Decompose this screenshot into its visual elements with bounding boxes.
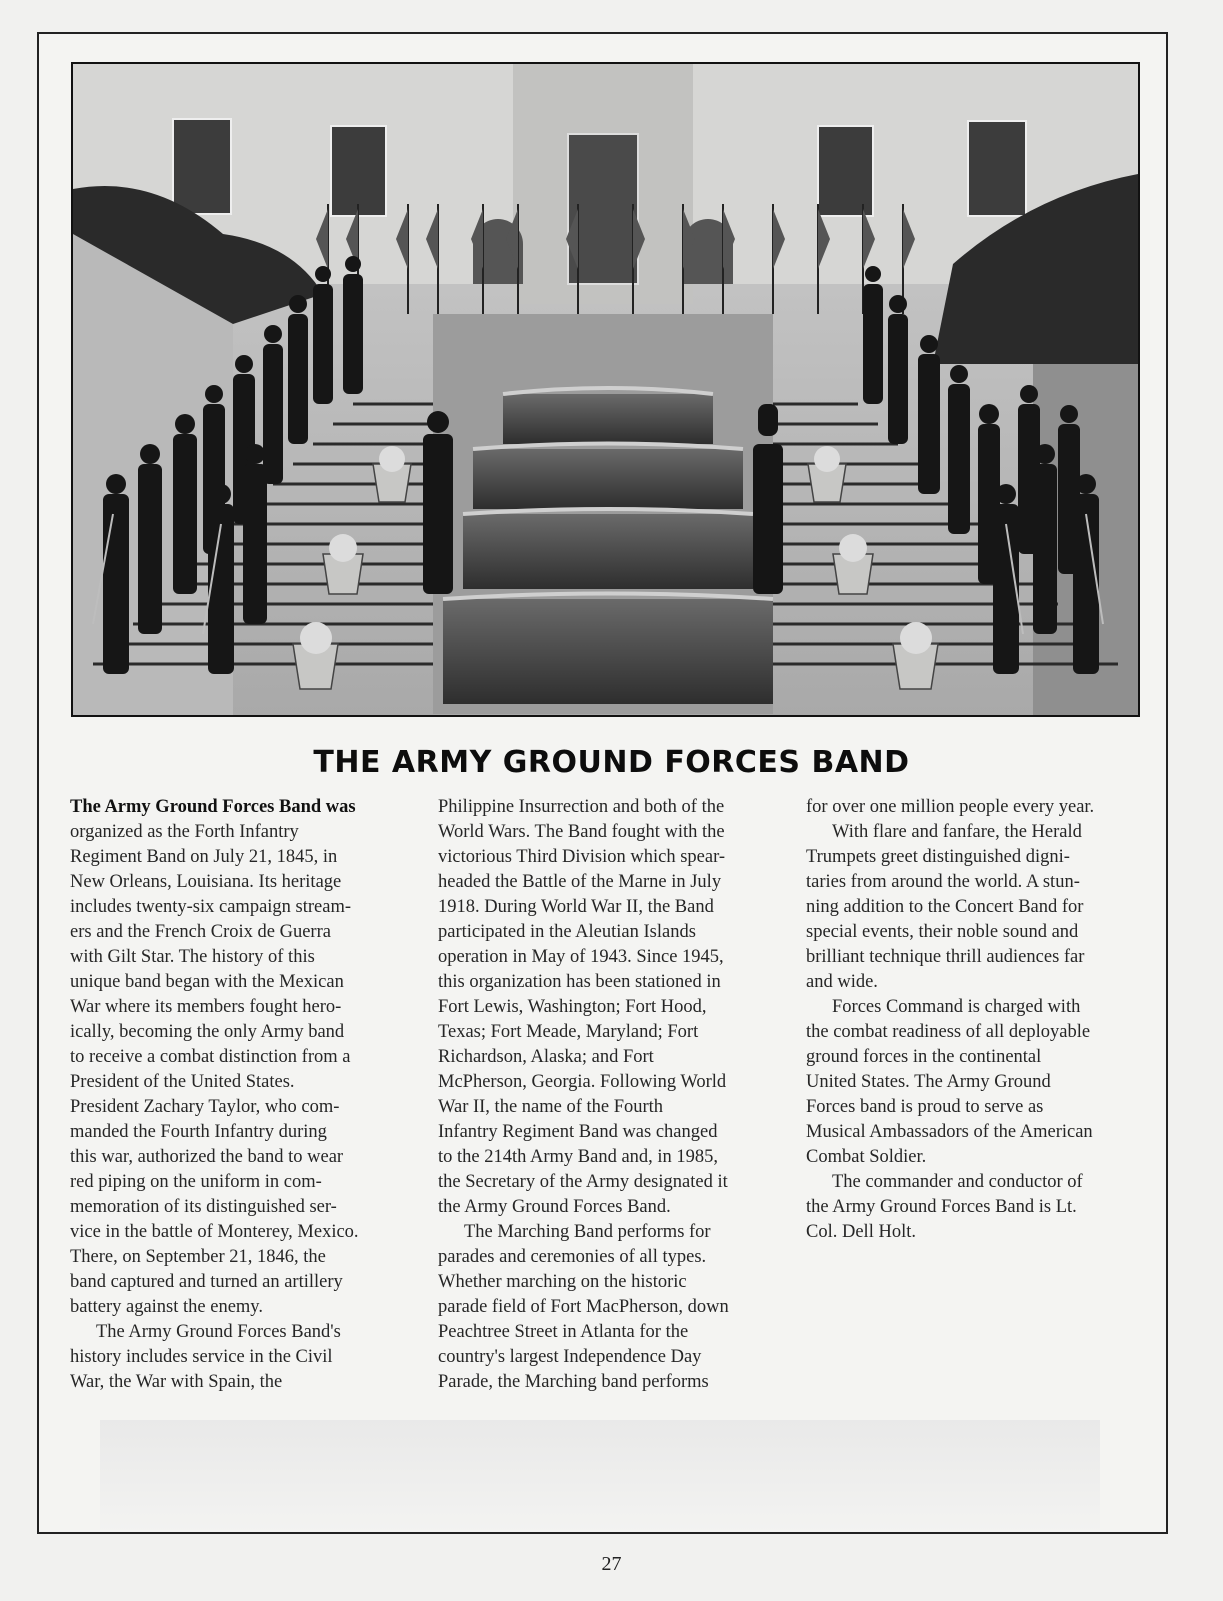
text-line: Forces band is proud to serve as [806,1097,1044,1117]
text-line: War, the War with Spain, the [70,1372,283,1392]
text-line: band captured and turned an artillery [70,1272,343,1292]
text-line: ically, becoming the only Army band [70,1022,345,1042]
text-line: ground forces in the continental [806,1047,1042,1067]
page-number: 27 [601,1553,622,1575]
text-line: Richardson, Alaska; and Fort [438,1047,654,1067]
text-line: includes twenty-six campaign stream- [70,897,352,917]
text-line: with Gilt Star. The history of this [70,947,315,967]
text-line: The Marching Band performs for [464,1222,711,1242]
text-line: The commander and conductor of [832,1172,1083,1192]
text-line: Texas; Fort Meade, Maryland; Fort [438,1022,699,1042]
text-line: manded the Fourth Infantry during [70,1122,327,1142]
text-line: brilliant technique thrill audiences far [806,947,1085,967]
text-line: the Army Ground Forces Band is Lt. [806,1197,1077,1217]
text-line: for over one million people every year. [806,797,1095,817]
text-line: victorious Third Division which spear- [438,847,726,867]
text-line: Philippine Insurrection and both of the [438,797,725,817]
text-line: country's largest Independence Day [438,1347,702,1367]
text-line: United States. The Army Ground [806,1072,1051,1092]
text-line: Whether marching on the historic [438,1272,687,1292]
lead-in: The Army Ground Forces Band was [70,797,356,817]
text-line: parades and ceremonies of all types. [438,1247,707,1267]
text-column-3 [806,795,1146,1245]
text-line: parade field of Fort MacPherson, down [438,1297,729,1317]
text-line: participated in the Aleutian Islands [438,922,696,942]
text-line: New Orleans, Louisiana. Its heritage [70,872,342,892]
text-line: unique band began with the Mexican [70,972,344,992]
text-line: Combat Soldier. [806,1147,927,1167]
text-line: War II, the name of the Fourth [438,1097,664,1117]
text-line: memoration of its distinguished ser- [70,1197,337,1217]
bleed-through-shadow [100,1420,1100,1530]
text-line: World Wars. The Band fought with the [438,822,725,842]
text-line: vice in the battle of Monterey, Mexico. [70,1222,359,1242]
text-line: the combat readiness of all deployable [806,1022,1091,1042]
text-line: President of the United States. [70,1072,295,1092]
text-line: ning addition to the Concert Band for [806,897,1084,917]
text-line: the Army Ground Forces Band. [438,1197,671,1217]
text-line: ers and the French Croix de Guerra [70,922,331,942]
text-line: The Army Ground Forces Band's [96,1322,341,1342]
text-line: and wide. [806,972,878,992]
text-line: history includes service in the Civil [70,1347,333,1367]
text-line: Peachtree Street in Atlanta for the [438,1322,689,1342]
band-photograph [71,62,1140,717]
text-line: to receive a combat distinction from a [70,1047,351,1067]
text-line: red piping on the uniform in com- [70,1172,322,1192]
text-line: operation in May of 1943. Since 1945, [438,947,724,967]
text-line: Musical Ambassadors of the American [806,1122,1093,1142]
text-column-1 [70,795,400,1395]
text-line: Infantry Regiment Band was changed [438,1122,718,1142]
text-line: organized as the Forth Infantry [70,822,299,842]
text-line: McPherson, Georgia. Following World [438,1072,727,1092]
text-line: this war, authorized the band to wear [70,1147,344,1167]
text-line: War where its members fought hero- [70,997,342,1017]
article-title: THE ARMY GROUND FORCES BAND [313,745,910,780]
text-line: 1918. During World War II, the Band [438,897,714,917]
text-line: Parade, the Marching band performs [438,1372,709,1392]
text-line: With flare and fanfare, the Herald [832,822,1082,842]
text-line: There, on September 21, 1846, the [70,1247,326,1267]
text-column-2 [438,795,778,1395]
text-line: headed the Battle of the Marne in July [438,872,722,892]
text-line: Forces Command is charged with [832,997,1081,1017]
text-line: battery against the enemy. [70,1297,263,1317]
text-line: Fort Lewis, Washington; Fort Hood, [438,997,707,1017]
text-line: to the 214th Army Band and, in 1985, [438,1147,719,1167]
text-line: Trumpets greet distinguished digni- [806,847,1070,867]
text-line: this organization has been stationed in [438,972,721,992]
text-line: special events, their noble sound and [806,922,1079,942]
text-line: President Zachary Taylor, who com- [70,1097,340,1117]
text-line: the Secretary of the Army designated it [438,1172,728,1192]
text-line: Regiment Band on July 21, 1845, in [70,847,338,867]
text-line: taries from around the world. A stun- [806,872,1080,892]
text-line: Col. Dell Holt. [806,1222,916,1242]
